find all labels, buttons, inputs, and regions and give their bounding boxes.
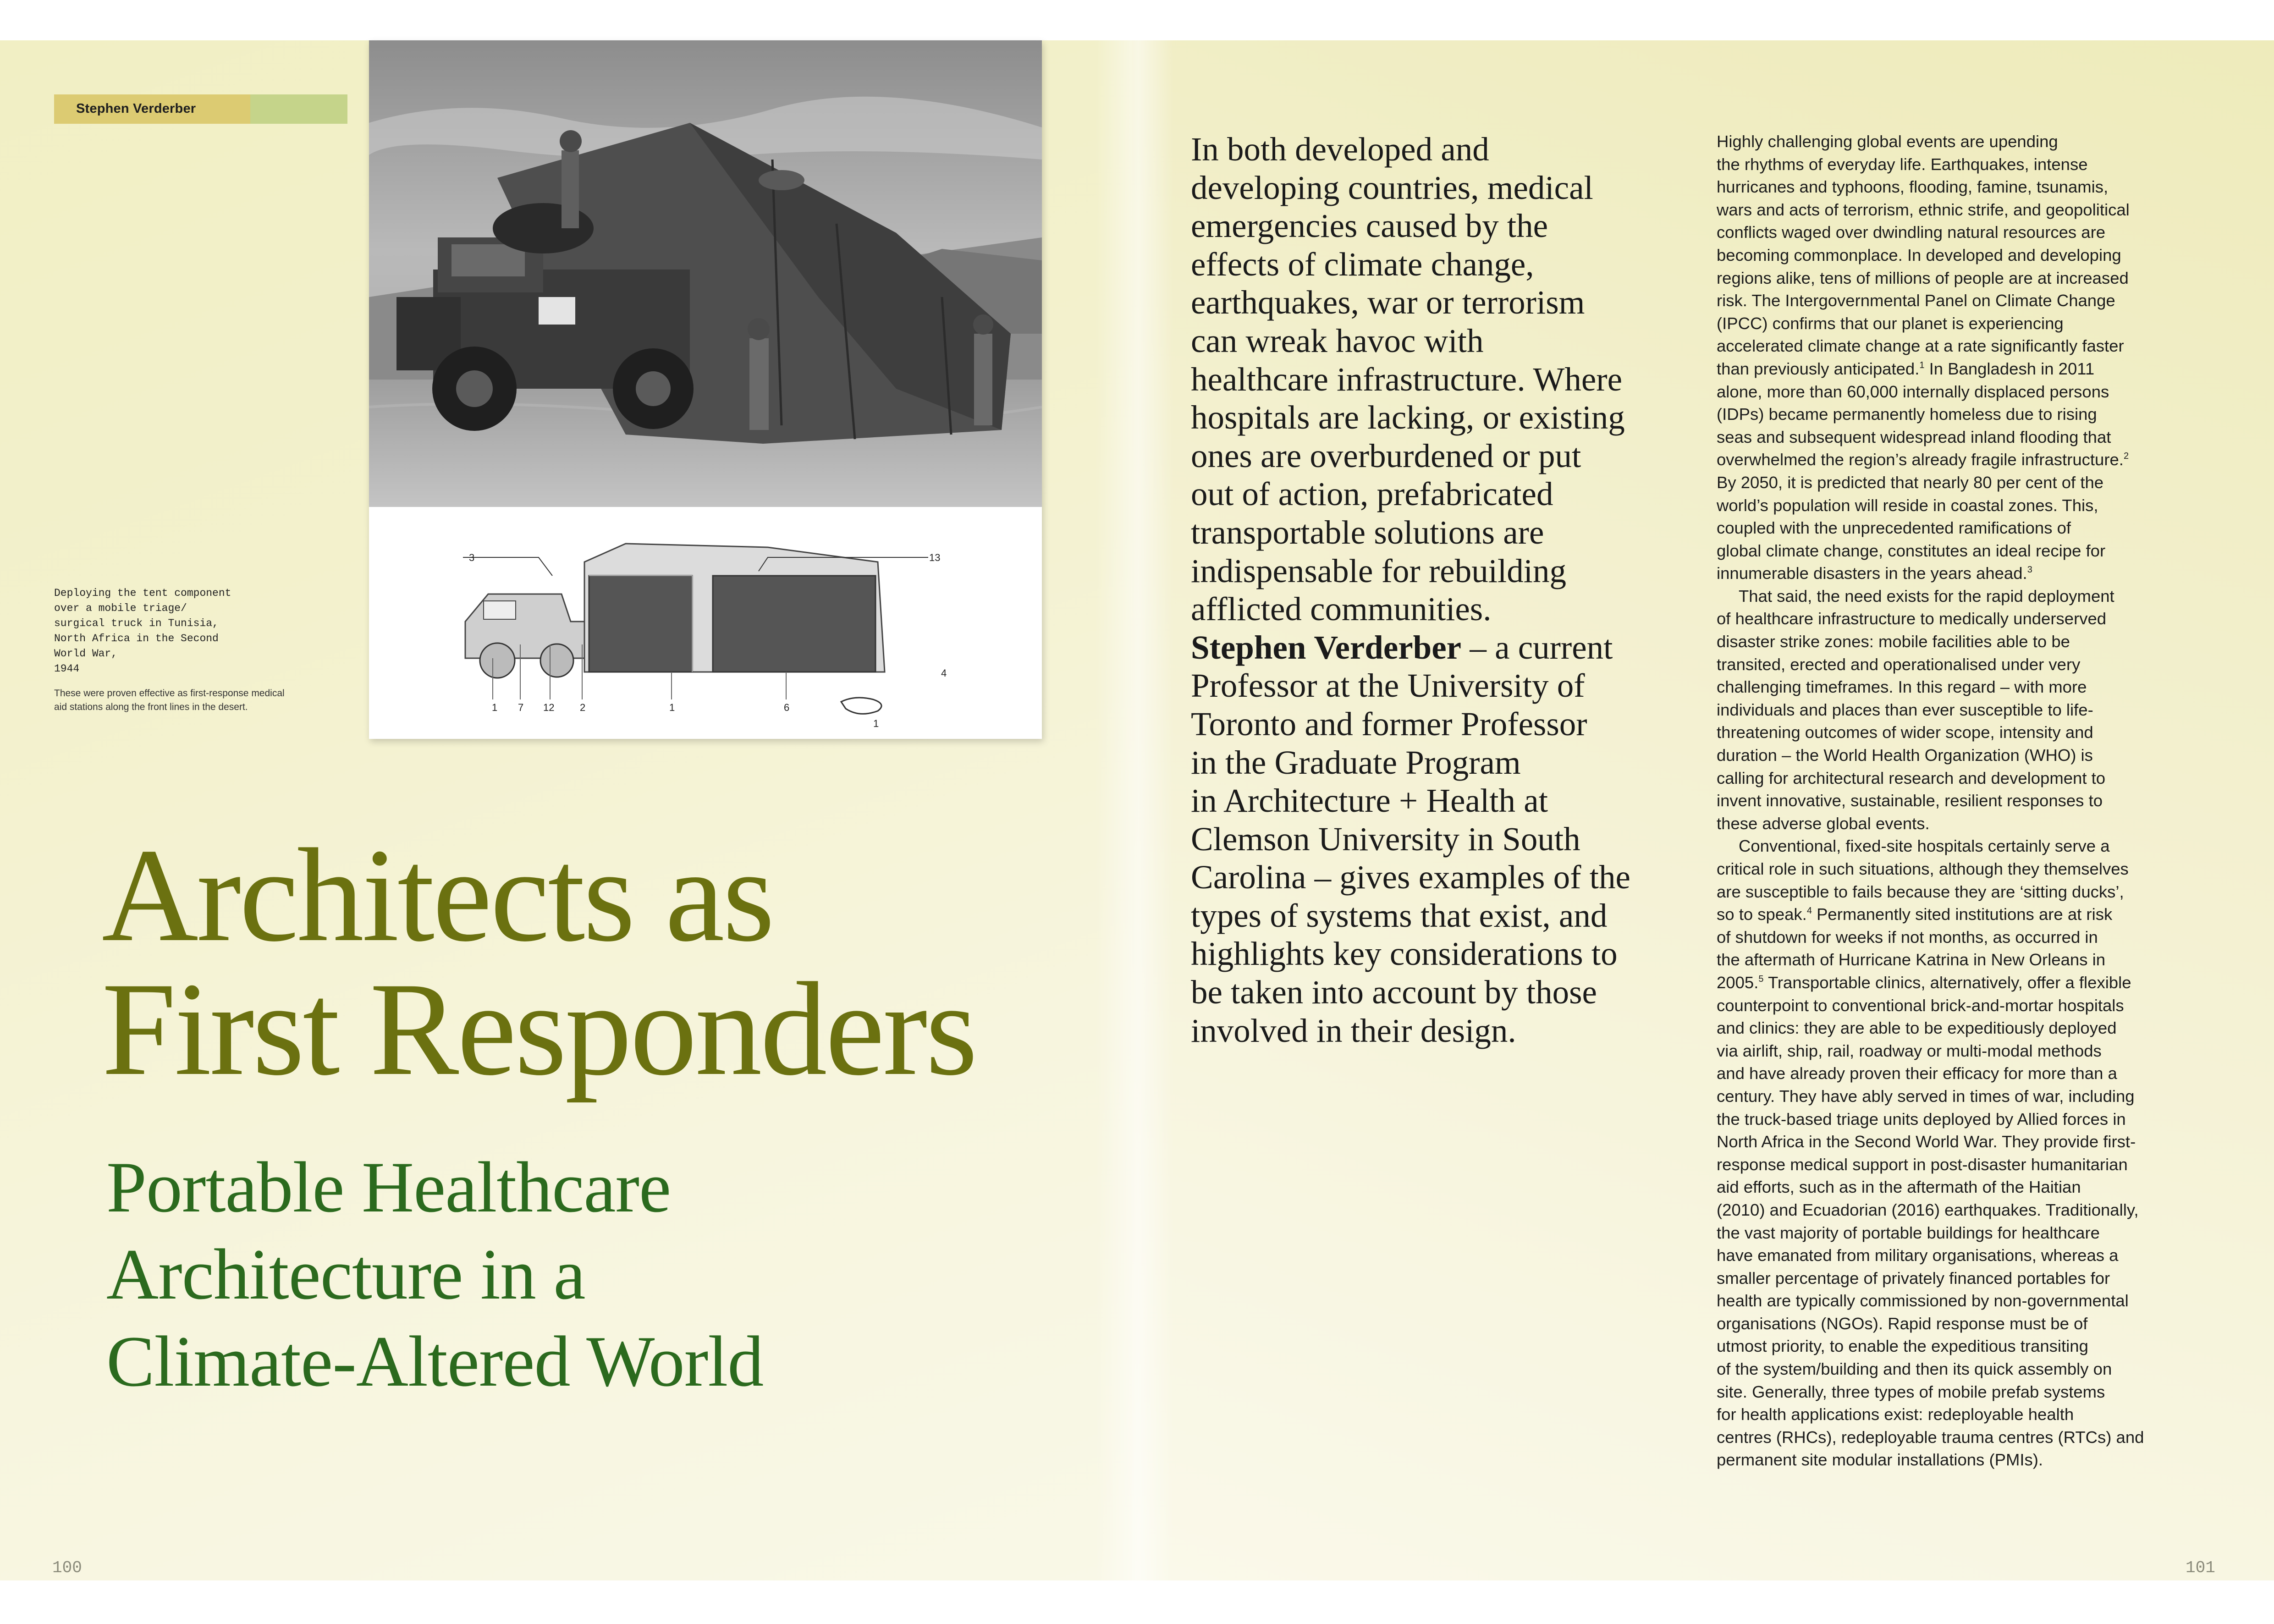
intro-line: in Architecture + Health at (1191, 782, 1548, 820)
subtitle-line: Architecture in a (106, 1234, 585, 1315)
body-line-text: Highly challenging global events are upending (1717, 132, 2058, 151)
body-line (1717, 517, 2189, 539)
spread-gutter (1096, 40, 1173, 1580)
body-line-text: smaller percentage of privately financed portables for (1717, 1268, 2110, 1288)
body-line (1717, 153, 2189, 176)
callout-1: 1 (669, 702, 675, 713)
body-line-text: world’s population will reside in coastal zones. This, (1717, 495, 2098, 515)
caption-line: North Africa in the Second (54, 633, 219, 644)
body-line-text: the vast majority of portable buildings for healthcare (1717, 1223, 2100, 1242)
callout-1c: 1 (492, 702, 498, 713)
body-line (1717, 948, 2189, 971)
figure-caption (54, 586, 292, 714)
body-line-text: individuals and places than ever susceptible to life- (1717, 700, 2093, 719)
body-line (1717, 198, 2189, 221)
body-line-text: accelerated climate change at a rate significantly faster (1717, 336, 2124, 356)
body-line-text: calling for architectural research and development to (1717, 768, 2106, 787)
body-line (1717, 1267, 2189, 1290)
title-line: Architects as (102, 821, 773, 969)
caption-line: surgical truck in Tunisia, (54, 617, 219, 629)
body-line-text: threatening outcomes of wider scope, intensity and (1717, 723, 2093, 742)
body-line-text: wars and acts of terrorism, ethnic strife, and geopolitical (1717, 200, 2130, 219)
body-line-text: becoming commonplace. In developed and developing (1717, 245, 2121, 264)
article-title (102, 821, 1087, 1103)
body-line-text: the aftermath of Hurricane Katrina in New Orleans in (1717, 950, 2106, 969)
body-line-text: of healthcare infrastructure to medically underserved (1717, 609, 2107, 628)
body-line-text: site. Generally, three types of mobile prefab systems (1717, 1382, 2105, 1401)
body-line (1717, 585, 2189, 608)
body-line-text: permanent site modular installations (PMIs). (1717, 1450, 2043, 1470)
body-line-text: seas and subsequent widespread inland flooding that (1717, 427, 2111, 446)
intro-line: types of systems that exist, and (1191, 897, 1608, 934)
intro-line: be taken into account by those (1191, 974, 1597, 1011)
caption-line: Deploying the tent component (54, 587, 231, 599)
body-line (1717, 881, 2189, 903)
body-line-text: via airlift, ship, rail, roadway or multi-modal methods (1717, 1041, 2102, 1060)
body-line (1717, 494, 2189, 517)
body-line-text: so to speak. (1717, 905, 1807, 924)
body-line-text: (2010) and Ecuadorian (2016) earthquakes. Traditionally, (1717, 1200, 2139, 1219)
body-line-text: response medical support in post-disaster humanitarian (1717, 1155, 2128, 1174)
subtitle-line: Portable Healthcare (106, 1147, 671, 1228)
body-line (1717, 244, 2189, 267)
body-line (1717, 744, 2189, 767)
body-line (1717, 539, 2189, 562)
body-line (1717, 1199, 2189, 1222)
footnote-marker: 1 (1919, 360, 1925, 370)
body-line-text: conflicts waged over dwindling natural resources are (1717, 223, 2106, 242)
intro-line: Clemson University in South (1191, 820, 1580, 858)
intro-line: In both developed and (1191, 131, 1489, 168)
figure-card (369, 40, 1042, 739)
body-line-text: these adverse global events. (1717, 814, 1930, 833)
callout-1b: 1 (873, 718, 879, 729)
body-line-text: and clinics: they are able to be expeditiously deployed (1717, 1018, 2117, 1038)
page-number-left: 100 (52, 1558, 82, 1577)
body-line (1717, 1403, 2189, 1426)
body-line (1717, 994, 2189, 1017)
body-line-text: and have already proven their efficacy for more than a (1717, 1064, 2117, 1083)
intro-line: Professor at the University of (1191, 667, 1585, 705)
body-line (1717, 1176, 2189, 1199)
body-line-text: transited, erected and operationalised under very (1717, 655, 2081, 674)
body-line (1717, 448, 2189, 471)
body-line-text: organisations (NGOs). Rapid response must be of (1717, 1314, 2088, 1333)
archival-photo (369, 40, 1042, 507)
body-line-text: centres (RHCs), redeployable trauma centres (RTCs) and (1717, 1427, 2144, 1447)
body-line-text: health are typically commissioned by non-governmental (1717, 1291, 2129, 1310)
body-line-text: have emanated from military organisations, whereas a (1717, 1246, 2119, 1265)
body-line-text: innumerable disasters in the years ahead. (1717, 564, 2027, 583)
body-line-text: challenging timeframes. In this regard – with more (1717, 677, 2087, 697)
footnote-marker: 5 (1758, 974, 1764, 984)
body-line (1717, 653, 2189, 676)
body-line (1717, 1085, 2189, 1108)
intro-line: earthquakes, war or terrorism (1191, 284, 1585, 321)
body-line-text: Transportable clinics, alternatively, offer a flexible (1763, 973, 2131, 992)
callout-6: 6 (784, 702, 790, 713)
intro-line: in the Graduate Program (1191, 743, 1521, 781)
truck-tent-line-drawing (369, 507, 1042, 739)
body-line-text: That said, the need exists for the rapid deployment (1739, 586, 2114, 606)
author-tag-label: Stephen Verderber (76, 101, 196, 116)
intro-line: emergencies caused by the (1191, 207, 1548, 245)
body-line (1717, 835, 2189, 858)
body-line-text: risk. The Intergovernmental Panel on Climate Change (1717, 291, 2115, 310)
body-line-text: are susceptible to fails because they are ‘sitting ducks’, (1717, 882, 2124, 901)
footnote-marker: 3 (2027, 565, 2032, 575)
body-line-text: disaster strike zones: mobile facilities able to be (1717, 632, 2070, 651)
intro-line: highlights key considerations to (1191, 935, 1618, 973)
callout-2: 2 (580, 702, 586, 713)
body-line-text: counterpoint to conventional brick-and-mortar hospitals (1717, 996, 2124, 1015)
body-line (1717, 1108, 2189, 1131)
title-line: First Responders (102, 955, 976, 1103)
technical-drawing (369, 507, 1042, 739)
body-line-text: hurricanes and typhoons, flooding, famine, tsunamis, (1717, 177, 2109, 197)
intro-line: indispensable for rebuilding (1191, 552, 1567, 589)
body-line (1717, 812, 2189, 835)
body-line (1717, 1062, 2189, 1085)
body-line (1717, 1222, 2189, 1244)
body-line-text: global climate change, constitutes an ideal recipe for (1717, 541, 2106, 560)
intro-line: – a current (1461, 628, 1613, 666)
body-line-text: aid efforts, such as in the aftermath of the Haitian (1717, 1178, 2081, 1197)
body-line (1717, 630, 2189, 653)
body-line (1717, 1358, 2189, 1381)
body-line (1717, 903, 2189, 926)
intro-author-line (1191, 628, 1677, 667)
body-line (1717, 858, 2189, 881)
intro-line: healthcare infrastructure. Where (1191, 360, 1623, 398)
body-line-text: invent innovative, sustainable, resilient responses to (1717, 791, 2103, 810)
caption-line: World War, (54, 648, 118, 660)
body-line (1717, 1426, 2189, 1449)
body-line (1717, 358, 2189, 380)
caption-line: 1944 (54, 663, 80, 675)
callout-4: 4 (941, 667, 947, 679)
body-line-text: than previously anticipated. (1717, 359, 1920, 378)
callout-12: 12 (543, 702, 555, 713)
body-line-text: overwhelmed the region’s already fragile infrastructure. (1717, 450, 2124, 469)
body-line-text: of the system/building and then its quick assembly on (1717, 1360, 2112, 1379)
body-line-text: duration – the World Health Organization (WHO) is (1717, 746, 2093, 765)
body-line (1717, 1130, 2189, 1153)
body-line-text: North Africa in the Second World War. They provide first- (1717, 1132, 2136, 1151)
intro-standfirst (1191, 130, 1677, 1050)
body-line (1717, 767, 2189, 790)
intro-line: ones are overburdened or put (1191, 437, 1581, 474)
body-line-text: coupled with the unprecedented ramifications of (1717, 518, 2071, 538)
left-page (0, 40, 1132, 1580)
body-line-text: Permanently sited institutions are at risk (1811, 905, 2113, 924)
footnote-marker: 4 (1806, 906, 1812, 916)
body-line (1717, 676, 2189, 699)
author-tag-light-bar (250, 94, 347, 124)
body-line (1717, 699, 2189, 721)
body-line (1717, 971, 2189, 994)
body-line-text: By 2050, it is predicted that nearly 80 per cent of the (1717, 473, 2104, 492)
body-line-text: of shutdown for weeks if not months, as occurred in (1717, 927, 2098, 947)
body-line-text: century. They have ably served in times of war, including (1717, 1086, 2135, 1106)
caption-lines (54, 586, 292, 677)
intro-line: can wreak havoc with (1191, 322, 1484, 359)
body-line (1717, 380, 2189, 403)
author-tag (54, 94, 347, 124)
body-line (1717, 1244, 2189, 1267)
body-line (1717, 789, 2189, 812)
subtitle-line: Climate-Altered World (106, 1321, 764, 1402)
body-line (1717, 426, 2189, 449)
body-line-text: the rhythms of everyday life. Earthquakes, intense (1717, 154, 2088, 174)
body-line (1717, 1289, 2189, 1312)
body-line-text: regions alike, tens of millions of people are at increased (1717, 268, 2129, 287)
intro-line: Carolina – gives examples of the (1191, 859, 1630, 896)
body-line-text: (IDPs) became permanently homeless due to rising (1717, 405, 2097, 424)
callout-3: 3 (469, 552, 475, 563)
body-line (1717, 403, 2189, 426)
body-line-text: the truck-based triage units deployed by Allied forces in (1717, 1109, 2126, 1129)
intro-line: Toronto and former Professor (1191, 705, 1587, 743)
body-line-text: utmost priority, to enable the expeditious transiting (1717, 1337, 2088, 1356)
body-line (1717, 176, 2189, 198)
body-line (1717, 721, 2189, 744)
body-line-text: Conventional, fixed-site hospitals certainly serve a (1739, 837, 2110, 856)
intro-line: developing countries, medical (1191, 169, 1593, 206)
body-line (1717, 130, 2189, 153)
intro-line: effects of climate change, (1191, 245, 1534, 283)
callout-7: 7 (518, 702, 524, 713)
page-number-right: 101 (2186, 1558, 2215, 1577)
intro-line: involved in their design. (1191, 1012, 1516, 1049)
body-line (1717, 1381, 2189, 1404)
body-line-text: critical role in such situations, although they themselves (1717, 859, 2129, 878)
body-line (1717, 926, 2189, 949)
body-line (1717, 267, 2189, 290)
body-line (1717, 1312, 2189, 1335)
body-text-column (1717, 130, 2189, 1471)
body-line (1717, 607, 2189, 630)
body-line (1717, 312, 2189, 335)
body-line (1717, 1448, 2189, 1471)
body-line (1717, 1017, 2189, 1040)
caption-note: These were proven effective as first-response medical aid stations along the front lines in the desert. (54, 688, 285, 712)
magazine-spread (0, 40, 2274, 1580)
intro-line: transportable solutions are (1191, 513, 1544, 551)
body-line-text: 2005. (1717, 973, 1759, 992)
body-line (1717, 562, 2189, 585)
body-line (1717, 471, 2189, 494)
body-line-text: In Bangladesh in 2011 (1924, 359, 2095, 378)
body-line (1717, 289, 2189, 312)
body-line-text: alone, more than 60,000 internally displaced persons (1717, 382, 2109, 401)
body-line (1717, 335, 2189, 358)
body-line-text: (IPCC) confirms that our planet is experiencing (1717, 314, 2064, 333)
truck-tent-photo-image (369, 40, 1042, 507)
body-line (1717, 221, 2189, 244)
intro-line: afflicted communities. (1191, 590, 1492, 628)
body-line (1717, 1040, 2189, 1062)
caption-line: over a mobile triage/ (54, 602, 187, 614)
callout-13: 13 (929, 552, 941, 563)
footnote-marker: 2 (2123, 451, 2129, 462)
intro-line: hospitals are lacking, or existing (1191, 399, 1625, 436)
body-line (1717, 1335, 2189, 1358)
intro-author-name: Stephen Verderber (1191, 628, 1462, 666)
intro-line: out of action, prefabricated (1191, 475, 1553, 513)
body-line (1717, 1153, 2189, 1176)
article-subtitle (106, 1144, 1023, 1405)
body-line-text: for health applications exist: redeployable health (1717, 1405, 2074, 1424)
